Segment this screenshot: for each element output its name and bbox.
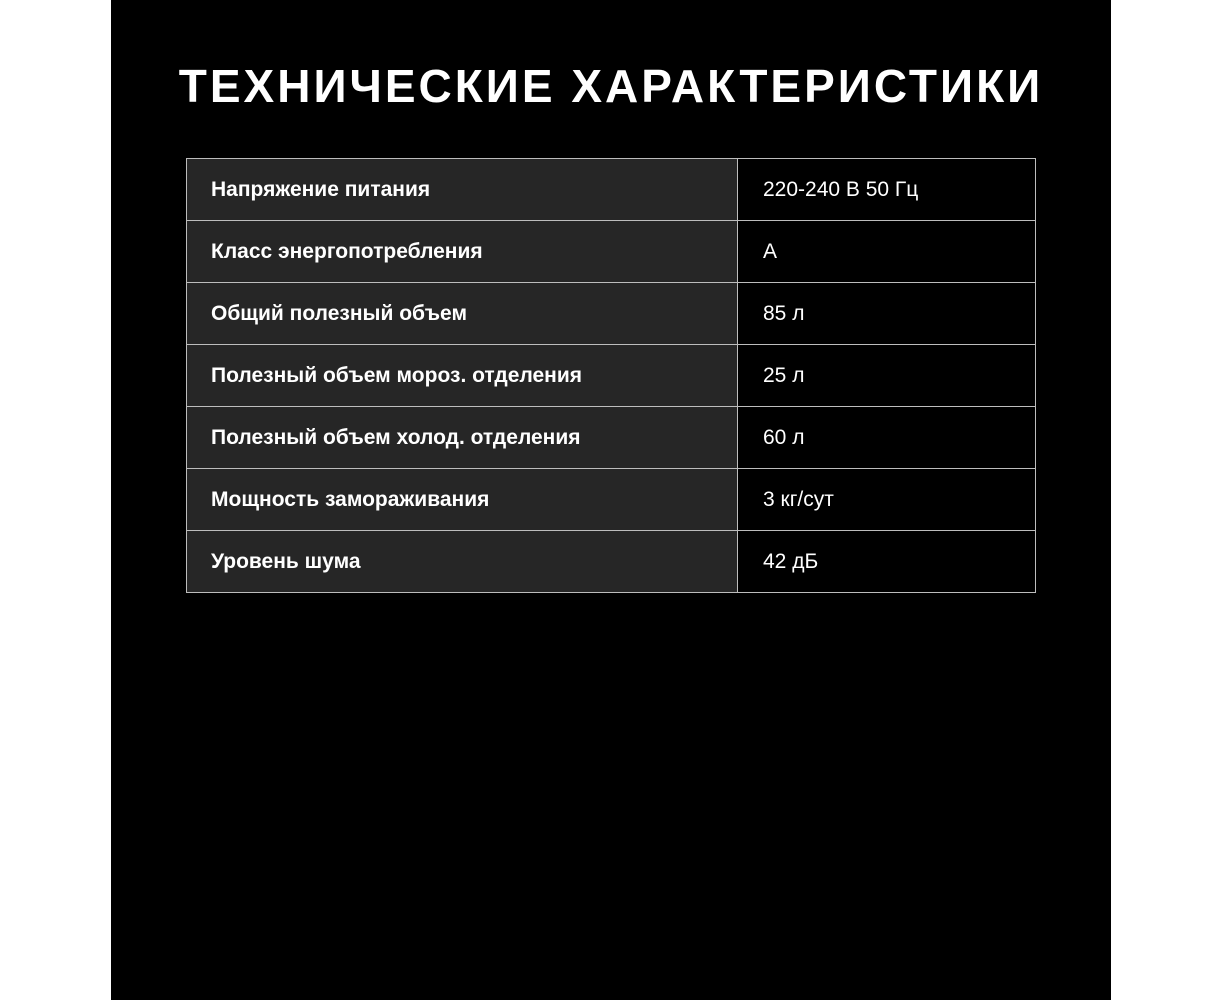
- spec-label: Мощность замораживания: [187, 469, 738, 531]
- spec-label: Полезный объем мороз. отделения: [187, 345, 738, 407]
- spec-label: Полезный объем холод. отделения: [187, 407, 738, 469]
- table-row: [187, 345, 1036, 407]
- spec-value: 60 л: [738, 407, 1036, 469]
- spec-label: Класс энергопотребления: [187, 221, 738, 283]
- spec-value: 3 кг/сут: [738, 469, 1036, 531]
- table-row: [187, 221, 1036, 283]
- table-row: [187, 159, 1036, 221]
- spec-label: Уровень шума: [187, 531, 738, 593]
- spec-value: 42 дБ: [738, 531, 1036, 593]
- spec-value: 25 л: [738, 345, 1036, 407]
- table-row: [187, 531, 1036, 593]
- spec-table: [186, 158, 1036, 593]
- spec-label: Напряжение питания: [187, 159, 738, 221]
- spec-value: 85 л: [738, 283, 1036, 345]
- table-row: [187, 407, 1036, 469]
- spec-value: A: [738, 221, 1036, 283]
- page-title: ТЕХНИЧЕСКИЕ ХАРАКТЕРИСТИКИ: [178, 60, 1044, 112]
- spec-panel: [111, 0, 1111, 1000]
- spec-value: 220-240 В 50 Гц: [738, 159, 1036, 221]
- table-row: [187, 283, 1036, 345]
- table-row: [187, 469, 1036, 531]
- spec-label: Общий полезный объем: [187, 283, 738, 345]
